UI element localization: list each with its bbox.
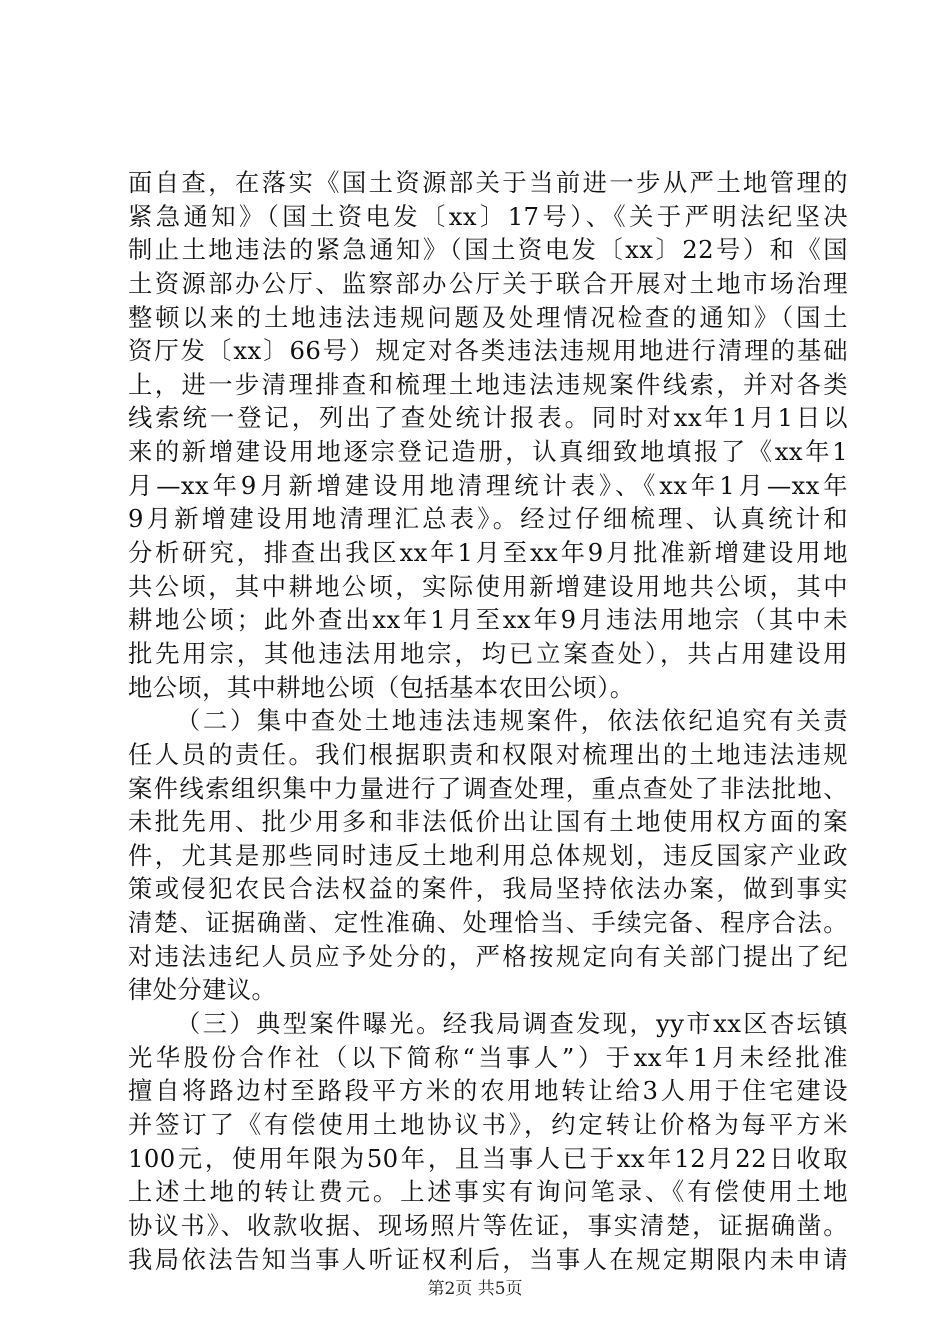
- text-line: 批先用宗，其他违法用地宗，均已立案查处），共占用建设用: [128, 638, 848, 668]
- text-line: 件，尤其是那些同时违反土地利用总体规划，违反国家产业政: [128, 840, 848, 870]
- text-line: 分析研究，排查出我区xx年1月至xx年9月批准新增建设用地: [128, 538, 848, 568]
- text-line: 策或侵犯农民合法权益的案件，我局坚持依法办案，做到事实: [128, 874, 848, 904]
- paragraph-start-line: （三）典型案件曝光。经我局调查发现，yy市xx区杏坛镇: [176, 1009, 848, 1039]
- text-line: 清楚、证据确凿、定性准确、处理恰当、手续完备、程序合法。: [128, 908, 848, 938]
- text-line: 资厅发〔xx〕66号）规定对各类违法违规用地进行清理的基础: [128, 336, 848, 366]
- text-line: 擅自将路边村至路段平方米的农用地转让给3人用于住宅建设: [128, 1076, 848, 1106]
- text-line: 协议书》、收款收据、现场照片等佐证，事实清楚，证据确凿。: [128, 1210, 848, 1240]
- body-text: [128, 166, 848, 1276]
- text-line: 案件线索组织集中力量进行了调查处理，重点查处了非法批地、: [128, 773, 848, 803]
- text-line: 光华股份合作社（以下简称“当事人”）于xx年1月未经批准: [128, 1042, 848, 1072]
- text-line: 对违法违纪人员应予处分的，严格按规定向有关部门提出了纪: [128, 941, 848, 971]
- text-line: 我局依法告知当事人听证权利后，当事人在规定期限内未申请: [128, 1244, 848, 1274]
- text-line: 未批先用、批少用多和非法低价出让国有土地使用权方面的案: [128, 807, 848, 837]
- text-line: 线索统一登记，列出了查处统计报表。同时对xx年1月1日以: [128, 403, 848, 433]
- paragraph-start-line: （二）集中查处土地违法违规案件，依法依纪追究有关责: [176, 706, 848, 736]
- text-line: 土资源部办公厅、监察部办公厅关于联合开展对土地市场治理: [128, 268, 848, 298]
- page-footer: 第2页 共5页: [427, 1279, 523, 1299]
- text-line: 上述土地的转让费元。上述事实有询问笔录、《有偿使用土地: [128, 1177, 848, 1207]
- text-line: 紧急通知》（国土资电发〔xx〕17号）、《关于严明法纪坚决: [128, 201, 848, 231]
- text-line: 整顿以来的土地违法违规问题及处理情况检查的通知》（国土: [128, 302, 848, 332]
- text-line: 任人员的责任。我们根据职责和权限对梳理出的土地违法违规: [128, 739, 848, 769]
- text-line: 并签订了《有偿使用土地协议书》，约定转让价格为每平方米: [128, 1109, 848, 1139]
- text-line: 100元，使用年限为50年，且当事人已于xx年12月22日收取: [128, 1143, 848, 1173]
- text-line: 共公顷，其中耕地公顷，实际使用新增建设用地共公顷，其中: [128, 571, 848, 601]
- text-line: 面自查，在落实《国土资源部关于当前进一步从严土地管理的: [128, 168, 848, 197]
- text-line: 地公顷，其中耕地公顷（包括基本农田公顷）。: [128, 672, 635, 702]
- text-line: 月—xx年9月新增建设用地清理统计表》、《xx年1月—xx年: [128, 470, 848, 500]
- text-line: 9月新增建设用地清理汇总表》。经过仔细梳理、认真统计和: [128, 504, 848, 534]
- text-line: 耕地公顷；此外查出xx年1月至xx年9月违法用地宗（其中未: [128, 605, 848, 635]
- text-line: 来的新增建设用地逐宗登记造册，认真细致地填报了《xx年1: [128, 437, 848, 467]
- text-line: 上，进一步清理排查和梳理土地违法违规案件线索，并对各类: [128, 369, 848, 399]
- text-line: 制止土地违法的紧急通知》（国土资电发〔xx〕22号）和《国: [128, 235, 848, 265]
- text-line: 律处分建议。: [128, 975, 277, 1005]
